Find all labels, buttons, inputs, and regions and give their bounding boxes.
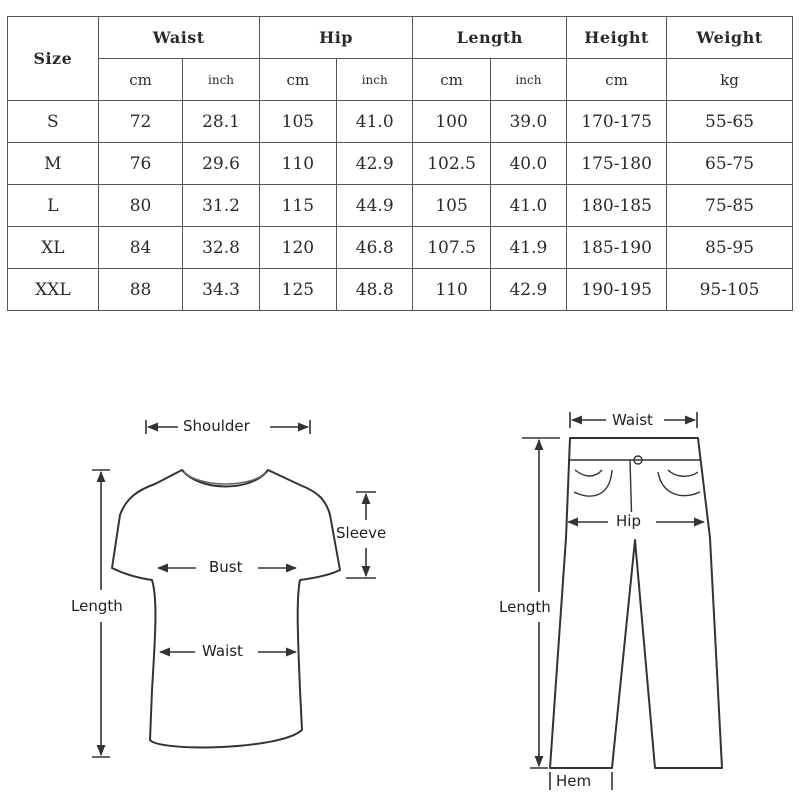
unit-cell: inch xyxy=(337,59,413,101)
table-cell: 175-180 xyxy=(567,143,667,185)
unit-cell: cm xyxy=(259,59,336,101)
table-cell: 28.1 xyxy=(183,101,259,143)
table-cell: 65-75 xyxy=(667,143,793,185)
table-cell: 88 xyxy=(98,269,183,311)
table-cell: 80 xyxy=(98,185,183,227)
table-cell: 107.5 xyxy=(413,227,490,269)
table-cell: 110 xyxy=(413,269,490,311)
table-cell: 55-65 xyxy=(667,101,793,143)
table-cell: 102.5 xyxy=(413,143,490,185)
unit-cell: kg xyxy=(667,59,793,101)
table-cell: 72 xyxy=(98,101,183,143)
table-cell: 76 xyxy=(98,143,183,185)
hem-label: Hem xyxy=(556,772,592,790)
unit-cell: cm xyxy=(413,59,490,101)
table-cell: 42.9 xyxy=(337,143,413,185)
unit-cell: inch xyxy=(490,59,566,101)
table-cell: 31.2 xyxy=(183,185,259,227)
table-cell: 84 xyxy=(98,227,183,269)
table-cell: 120 xyxy=(259,227,336,269)
length-header: Length xyxy=(413,17,567,59)
pants-outline xyxy=(550,438,722,768)
table-cell: 34.3 xyxy=(183,269,259,311)
waist-header: Waist xyxy=(98,17,259,59)
table-cell: 85-95 xyxy=(667,227,793,269)
table-cell: 95-105 xyxy=(667,269,793,311)
size-cell: L xyxy=(8,185,99,227)
hip-header: Hip xyxy=(259,17,413,59)
table-cell: 32.8 xyxy=(183,227,259,269)
table-cell: 105 xyxy=(413,185,490,227)
hip-label: Hip xyxy=(616,512,641,530)
table-cell: 44.9 xyxy=(337,185,413,227)
table-cell: 48.8 xyxy=(337,269,413,311)
table-cell: 75-85 xyxy=(667,185,793,227)
weight-header: Weight xyxy=(667,17,793,59)
height-header: Height xyxy=(567,17,667,59)
unit-cell: inch xyxy=(183,59,259,101)
pants-length-label: Length xyxy=(499,598,551,616)
table-cell: 190-195 xyxy=(567,269,667,311)
table-cell: 115 xyxy=(259,185,336,227)
table-cell: 105 xyxy=(259,101,336,143)
size-cell: S xyxy=(8,101,99,143)
table-cell: 46.8 xyxy=(337,227,413,269)
tshirt-measure-lines xyxy=(92,420,376,757)
tshirt-outline xyxy=(112,470,340,747)
table-cell: 170-175 xyxy=(567,101,667,143)
shirt-waist-label: Waist xyxy=(202,642,243,660)
table-cell: 125 xyxy=(259,269,336,311)
table-cell: 185-190 xyxy=(567,227,667,269)
table-cell: 100 xyxy=(413,101,490,143)
bust-label: Bust xyxy=(209,558,243,576)
sleeve-label: Sleeve xyxy=(336,524,387,542)
table-cell: 41.0 xyxy=(337,101,413,143)
table-cell: 42.9 xyxy=(490,269,566,311)
pants-waist-label: Waist xyxy=(612,411,653,429)
unit-cell: cm xyxy=(98,59,183,101)
table-cell: 110 xyxy=(259,143,336,185)
size-cell: XL xyxy=(8,227,99,269)
unit-cell: cm xyxy=(567,59,667,101)
size-header: Size xyxy=(8,17,99,101)
shoulder-label: Shoulder xyxy=(183,417,250,435)
table-cell: 39.0 xyxy=(490,101,566,143)
table-cell: 41.9 xyxy=(490,227,566,269)
shirt-length-label: Length xyxy=(71,597,123,615)
size-cell: XXL xyxy=(8,269,99,311)
size-cell: M xyxy=(8,143,99,185)
table-cell: 41.0 xyxy=(490,185,566,227)
table-cell: 180-185 xyxy=(567,185,667,227)
table-cell: 29.6 xyxy=(183,143,259,185)
table-cell: 40.0 xyxy=(490,143,566,185)
